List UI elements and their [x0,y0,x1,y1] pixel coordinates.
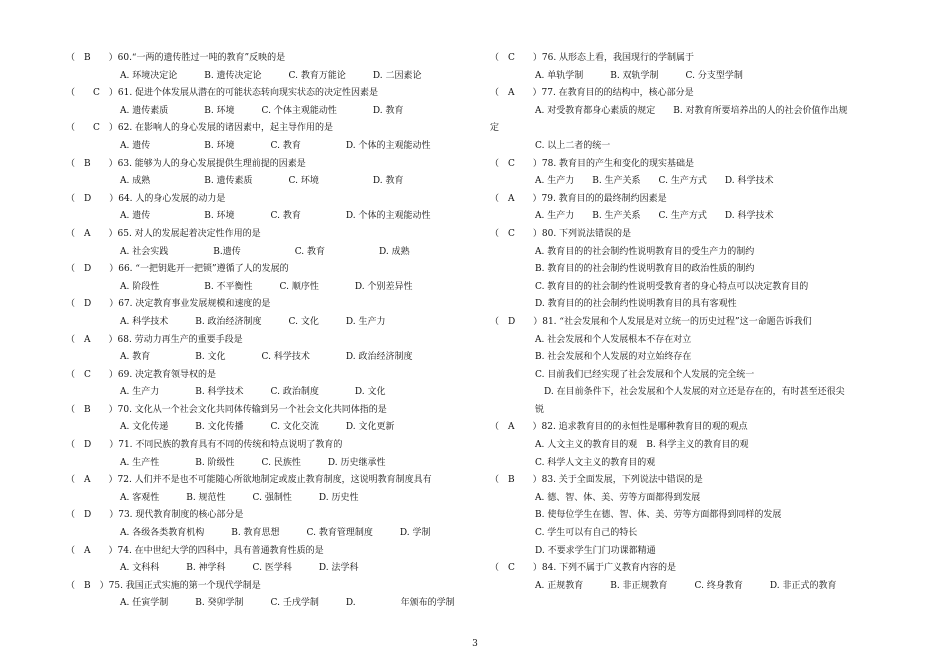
text-line: A. 阶段性 B. 不平衡性 C. 顺序性 D. 个别差异性 [66,281,413,292]
text-line: D. 不要求学生门门功课都精通 [490,545,656,556]
text-line: 定 [490,123,500,134]
text-line: A. 遗传素质 B. 环境 C. 个体主观能动性 D. 教育 [66,105,404,116]
left-column [66,50,476,613]
text-line: （ A ）79. 教育目的的最终制约因素是 [490,193,667,204]
text-line: C. 以上二者的统一 [490,140,611,151]
text-line: A. 文科科 B. 神学科 C. 医学科 D. 法学科 [66,563,359,574]
text-line: A. 生产力 B. 科学技术 C. 政治制度 D. 文化 [66,387,386,398]
text-line: A. 正规教育 B. 非正规教育 C. 终身教育 D. 非正式的教育 [490,580,837,591]
text-line: C. 学生可以有自己的特长 [490,528,638,539]
text-line: A. 教育 B. 文化 C. 科学技术 D. 政治经济制度 [66,352,413,363]
text-line: A. 文化传递 B. 文化传播 C. 文化交流 D. 文化更新 [66,422,395,433]
text-line: A. 遗传 B. 环境 C. 教育 D. 个体的主观能动性 [66,140,431,151]
text-line: （ C ）80. 下列说法错误的是 [490,228,632,239]
text-line: （ D ）66. “一把钥匙开一把锁”遵循了人的发展的 [66,264,289,275]
text-line: （ B ）60.“一两的遗传胜过一吨的教育”反映的是 [66,53,286,63]
text-line: （ C ）69. 决定教育领导权的是 [66,369,217,380]
text-line: （ D ）67. 决定教育事业发展规模和速度的是 [66,299,271,310]
text-line: A. 社会实践 B.遗传 C. 教育 D. 成熟 [66,246,410,257]
text-line: A. 遗传 B. 环境 C. 教育 D. 个体的主观能动性 [66,211,431,222]
text-line: （ A ）74. 在中世纪大学的四科中，具有普通教育性质的是 [66,545,324,556]
text-line: A. 生产性 B. 阶级性 C. 民族性 D. 历史继承性 [66,457,386,468]
text-line: D. 在目前条件下，社会发展和个人发展的对立还是存在的，有时甚至还很尖 [490,387,845,398]
text-line: （ A ）82. 追求教育目的的永恒性是哪种教育目的观的观点 [490,422,748,433]
text-line: （ C ）84. 下列不属于广义教育内容的是 [490,563,677,574]
text-line: B. 教育目的的社会制约性说明教育目的政治性质的制约 [490,264,755,275]
right-column [490,50,890,595]
text-line: A. 对受教育都身心素质的规定 B. 对教育所要培养出的人的社会价值作出规 [490,105,848,116]
text-line: A. 单轨学制 B. 双轨学制 C. 分支型学制 [490,70,743,81]
text-line: A. 教育目的的社会制约性说明教育目的受生产力的制约 [490,246,755,257]
text-line: （ D ）73. 现代教育制度的核心部分是 [66,510,244,521]
text-line: A. 各级各类教育机构 B. 教育思想 C. 教育管理制度 D. 学制 [66,528,431,539]
text-line: （ C ）61. 促进个体发展从潜在的可能状态转向现实状态的决定性因素是 [66,88,379,99]
text-line: A. 环境决定论 B. 遗传决定论 C. 教育万能论 D. 二因素论 [66,70,422,81]
text-line: （ D ）64. 人的身心发展的动力是 [66,193,226,204]
text-line: （ A ）72. 人们并不是也不可能随心所欲地制定或废止教育制度，这说明教育制度具有 [66,475,432,486]
text-line: （ B ）63. 能够为人的身心发展提供生理前提的因素是 [66,158,306,169]
text-line: A. 生产力 B. 生产关系 C. 生产方式 D. 科学技术 [490,211,774,222]
text-line: C. 目前我们已经实现了社会发展和个人发展的完全统一 [490,369,755,380]
text-line: （ B ）75. 我国正式实施的第一个现代学制是 [66,580,261,591]
text-line: （ C ）78. 教育目的产生和变化的现实基础是 [490,158,695,169]
text-line: A. 客观性 B. 规范性 C. 强制性 D. 历史性 [66,492,359,503]
text-line: B. 使每位学生在德、智、体、美、劳等方面都得到同样的发展 [490,510,782,521]
text-line: A. 人文主义的教育目的观 B. 科学主义的教育目的观 [490,440,749,451]
text-line: A. 社会发展和个人发展根本不存在对立 [490,334,692,345]
text-line: A. 成熟 B. 遗传素质 C. 环境 D. 教育 [66,176,404,187]
text-line: （ A ）68. 劳动力再生产的重要手段是 [66,334,243,345]
text-line: （ B ）83. 关于全面发展，下列说法中错误的是 [490,475,703,486]
text-line: A. 科学技术 B. 政治经济制度 C. 文化 D. 生产力 [66,316,386,327]
text-line: D. 教育目的的社会制约性说明教育目的具有客观性 [490,299,737,310]
text-line: （ C ）76. 从形态上看，我国现行的学制属于 [490,53,695,63]
text-line: （ D ）71. 不同民族的教育具有不同的传统和特点说明了教育的 [66,440,343,451]
text-line: 锐 [490,404,545,415]
text-line: C. 教育目的的社会制约性说明受教育者的身心特点可以决定教育目的 [490,281,809,292]
text-line: （ D ）81. “社会发展和个人发展是对立统一的历史过程”这一命题告诉我们 [490,316,812,327]
text-line: （ C ）62. 在影响人的身心发展的诸因素中，起主导作用的是 [66,123,334,134]
text-line: A. 德、智、体、美、劳等方面都得到发展 [490,492,701,503]
text-line: A. 生产力 B. 生产关系 C. 生产方式 D. 科学技术 [490,176,774,187]
text-line: A. 任寅学制 B. 癸卯学制 C. 壬戌学制 D. 年颁布的学制 [66,598,455,609]
text-line: B. 社会发展和个人发展的对立始终存在 [490,352,692,363]
text-line: C. 科学人文主义的教育目的观 [490,457,656,468]
text-line: （ B ）70. 文化从一个社会文化共同体传输到另一个社会文化共同体指的是 [66,404,387,415]
text-line: （ A ）65. 对人的发展起着决定性作用的是 [66,228,261,239]
page-number: 3 [472,639,478,649]
text-line: （ A ）77. 在教育目的的结构中，核心部分是 [490,88,694,99]
